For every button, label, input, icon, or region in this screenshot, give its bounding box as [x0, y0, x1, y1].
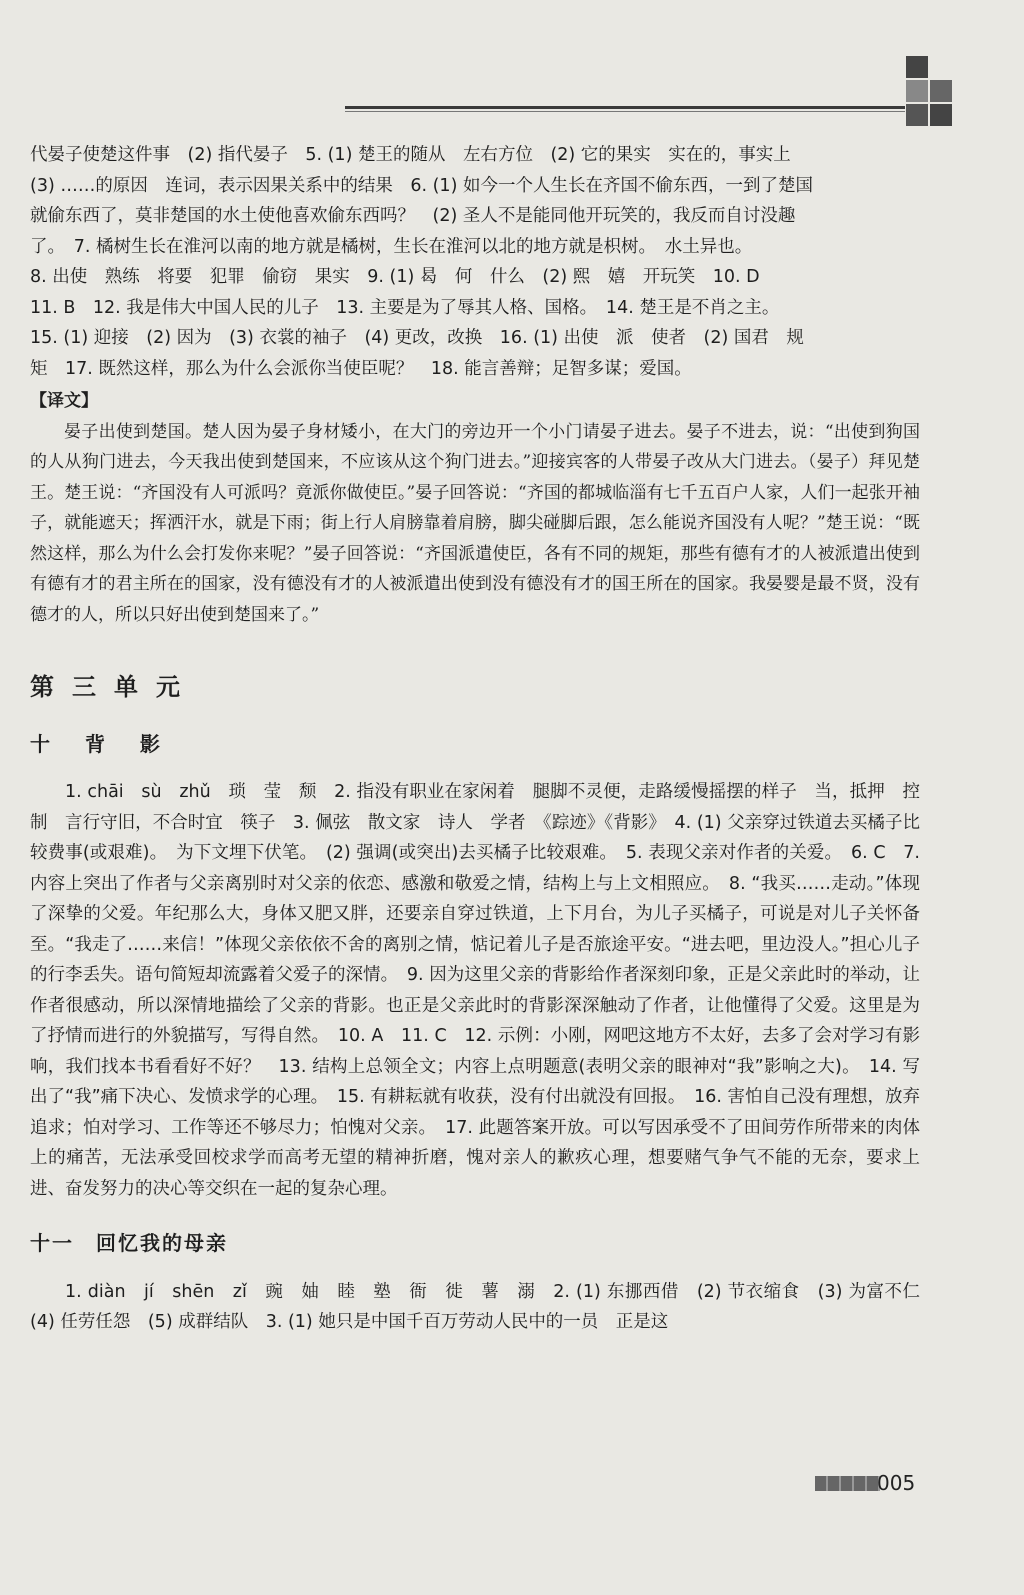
corner-decoration: [906, 56, 956, 128]
unit-title: 第三单元: [30, 672, 198, 701]
answer-line: 15. (1) 迎接 (2) 因为 (3) 衣裳的袖子 (4) 更改，改换 16. (1) 出使 派 使者 (2) 国君 规: [30, 328, 804, 348]
page-number: 005: [877, 1471, 916, 1495]
answer-line: 就偷东西了，莫非楚国的水土使他喜欢偷东西吗？ (2) 圣人不是能同他开玩笑的，我反而自讨没趣: [30, 206, 796, 226]
answer-line: 了。 7. 橘树生长在淮河以南的地方就是橘树，生长在淮河以北的地方就是枳树。 水土异也。: [30, 236, 753, 257]
answer-line: 矩 17. 既然这样，那么为什么会派你当使臣呢？ 18. 能言善辩；足智多谋；爱国。: [30, 358, 692, 379]
answer-line: 8. 出使 熟练 将要 犯罪 偷窃 果实 9. (1) 曷 何 什么 (2) 熙 嬉 开玩笑 10. D: [30, 267, 760, 287]
answer-line: 11. B 12. 我是伟大中国人民的儿子 13. 主要是为了辱其人格、国格。 14. 楚王是不肖之主。: [30, 297, 780, 318]
header-rule-thin: [345, 111, 905, 112]
lesson-answers: 1. chāi sù zhǔ 琐 莹 颓 2. 指没有职业在家闲着 腿脚不灵便，走路缓慢摇摆的样子 当，抵押 控制 言行守旧，不合时宜 筷子 3. 佩弦 散文家 诗人 学者 《踪迹》《背影》 4. (1) 父亲穿过铁道去买橘子比较费事(或艰难)。 为下文埋下伏笔。 (2) 强调(或突出)去买橘子比较艰难。 5. 表现父亲对作者的关爱。 6. C 7. 内容上突出了作者与父亲离别时对父亲的依恋、感激和敬爱之情，结构上与上文相照应。 8. “我买……走动。”体现了深挚的父爱。年纪那么大，身体又肥又胖，还要亲自穿过铁道，上下月台，为儿子买橘子，可说是对儿子关怀备至。“我走了……来信！”体现父亲依依不舍的离别之情，惦记着儿子是否旅途平安。“进去吧，里边没人。”担心儿子的行李丢失。语句简短却流露着父爱子的深情。 9. 因为这里父亲的背影给作者深刻印象，正是父亲此时的举动，让作者很感动，所以深情地描绘了父亲的背影。也正是父亲此时的背影深深触动了作者，让他懂得了父爱。这里是为了抒情而进行的外貌描写，写得自然。 10. A 11. C 12. 示例：小刚，网吧这地方不太好，去多了会对学习有影响，我们找本书看看好不好？ 13. 结构上总领全文；内容上点明题意(表明父亲的眼神对“我”影响之大)。 14. 写出了“我”痛下决心、发愤求学的心理。 15. 有耕耘就有收获，没有付出就没有回报。 16. 害怕自己没有理想，放弃追求；怕对学习、工作等还不够尽力；怕愧对父亲。 17. 此题答案开放。可以写因承受不了田间劳作所带来的肉体上的痛苦，无法承受回校求学而高考无望的精神折磨，愧对亲人的歉疚心理，想要赌气争气不能的无奈，要求上进、奋发努力的决心等交织在一起的复杂心理。: [30, 782, 920, 1199]
translation-label: 【译文】: [30, 391, 98, 411]
answer-line: 代晏子使楚这件事 (2) 指代晏子 5. (1) 楚王的随从 左右方位 (2) 它的果实 实在的，事实上: [30, 145, 791, 165]
page-number-bar: [815, 1476, 880, 1491]
lesson-answers: 1. diàn jí shēn zǐ 豌 妯 睦 塾 衙 徙 薯 溺 2. (1) 东挪西借 (2) 节衣缩食 (3) 为富不仁 (4) 任劳任怨 (5) 成群结队 3. (1) 她只是中国千百万劳动人民中的一员 正是这: [30, 1281, 938, 1332]
page-content: [30, 140, 938, 1338]
lesson-title: 十一 回忆我的母亲: [30, 1231, 228, 1255]
translation-text: 晏子出使到楚国。楚人因为晏子身材矮小，在大门的旁边开一个小门请晏子进去。晏子不进去，说：“出使到狗国的人从狗门进去，今天我出使到楚国来，不应该从这个狗门进去。”迎接宾客的人带晏子改从大门进去。（晏子）拜见楚王。楚王说：“齐国没有人可派吗？竟派你做使臣。”晏子回答说：“齐国的都城临淄有七千五百户人家，人们一起张开袖子，就能遮天；挥洒汗水，就是下雨；街上行人肩膀靠着肩膀，脚尖碰脚后跟，怎么能说齐国没有人呢？”楚王说：“既然这样，那么为什么会打发你来呢？”晏子回答说：“齐国派遣使臣，各有不同的规矩，那些有德有才的人被派遣出使到有德有才的君主所在的国家，没有德没有才的人被派遣出使到没有德没有才的国王所在的国家。我晏婴是最不贤，没有德才的人，所以只好出使到楚国来了。”: [30, 421, 920, 625]
lesson-title: 十 背 影: [30, 731, 174, 756]
header-rule: [345, 106, 905, 109]
answer-line: (3) ……的原因 连词，表示因果关系中的结果 6. (1) 如今一个人生长在齐国不偷东西，一到了楚国: [30, 175, 813, 196]
